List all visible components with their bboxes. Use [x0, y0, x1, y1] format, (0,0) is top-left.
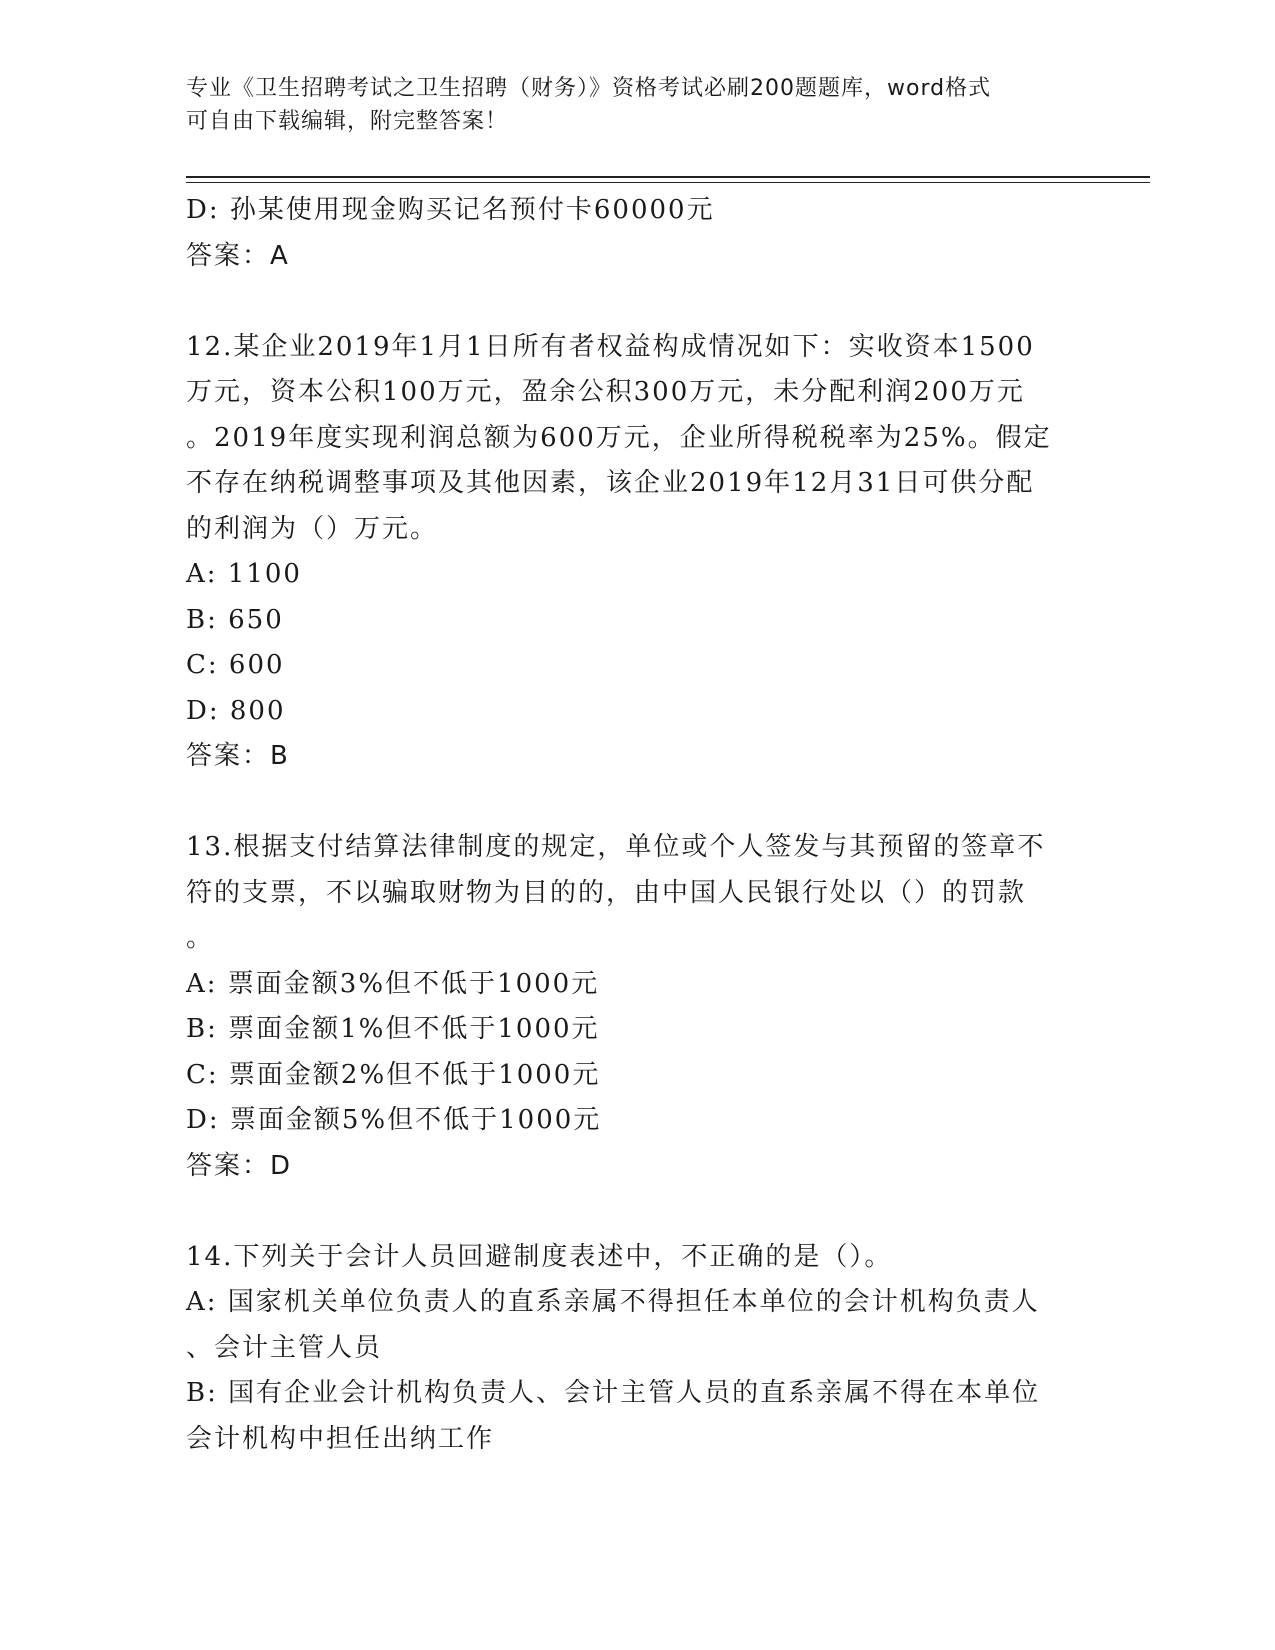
- header-line-2: 可自由下载编辑，附完整答案！: [186, 109, 509, 134]
- question-13-line-2: 符的支票，不以骗取财物为目的的，由中国人民银行处以（）的罚款: [186, 877, 1027, 908]
- question-13-option-c: C: 票面金额2%但不低于1000元: [186, 1059, 601, 1090]
- question-13-line-1: 13.根据支付结算法律制度的规定，单位或个人签发与其预留的签章不: [186, 832, 1046, 862]
- question-12-line-4: 不存在纳税调整事项及其他因素，该企业2019年12月31日可供分配: [186, 468, 1035, 498]
- question-12-option-d: D: 800: [186, 695, 286, 726]
- prev-question-option-d: D: 孙某使用现金购买记名预付卡60000元: [186, 195, 715, 225]
- spacer: [186, 780, 1086, 826]
- document-header: [186, 72, 1066, 138]
- document-body: [186, 188, 1086, 1462]
- spacer: [186, 279, 1086, 325]
- question-12: [186, 325, 1086, 780]
- question-14-option-a: A: 国家机关单位负责人的直系亲属不得担任本单位的会计机构负责人: [186, 1287, 1040, 1317]
- header-divider-thick: [186, 176, 1150, 178]
- question-12-option-c: C: 600: [186, 650, 285, 680]
- question-13-line-3: 。: [186, 923, 215, 953]
- question-12-line-2: 万元，资本公积100万元，盈余公积300万元，未分配利润200万元: [186, 377, 1025, 407]
- question-14: [186, 1235, 1086, 1463]
- question-14-option-a-cont: 、会计主管人员: [186, 1332, 383, 1363]
- prev-question-answer: 答案：A: [186, 240, 290, 271]
- question-12-line-1: 12.某企业2019年1月1日所有者权益构成情况如下：实收资本1500: [186, 331, 1035, 362]
- question-12-option-b: B: 650: [186, 604, 284, 635]
- question-12-option-a: A: 1100: [186, 559, 302, 589]
- question-14-option-b: B: 国有企业会计机构负责人、会计主管人员的直系亲属不得在本单位: [186, 1378, 1041, 1408]
- spacer: [186, 1189, 1086, 1235]
- question-14-line-1: 14.下列关于会计人员回避制度表述中，不正确的是（）。: [186, 1241, 893, 1272]
- question-13-option-d: D: 票面金额5%但不低于1000元: [186, 1105, 602, 1135]
- header-divider-thin: [186, 182, 1150, 183]
- question-12-line-3: 。2019年度实现利润总额为600万元，企业所得税税率为25%。假定: [186, 422, 1052, 453]
- question-13: [186, 825, 1086, 1189]
- header-line-1: 专业《卫生招聘考试之卫生招聘（财务）》资格考试必刷200题题库，word格式: [186, 76, 992, 101]
- question-13-option-a: A: 票面金额3%但不低于1000元: [186, 968, 600, 999]
- question-12-line-5: 的利润为（）万元。: [186, 513, 439, 544]
- question-12-answer: 答案：B: [186, 741, 290, 771]
- question-14-option-b-cont: 会计机构中担任出纳工作: [186, 1423, 495, 1454]
- question-13-option-b: B: 票面金额1%但不低于1000元: [186, 1014, 600, 1044]
- question-13-answer: 答案：D: [186, 1150, 293, 1181]
